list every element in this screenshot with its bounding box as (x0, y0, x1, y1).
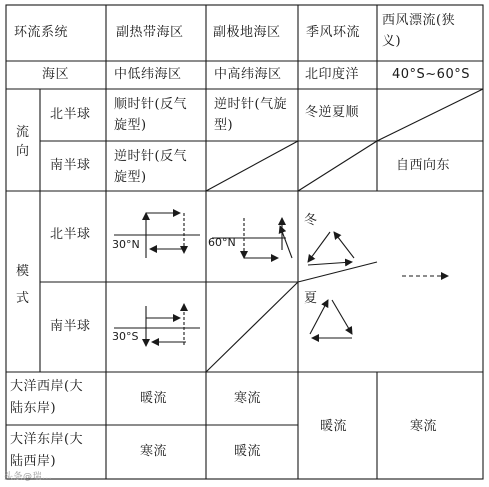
flow-south-westerly: 自西向东 (396, 158, 451, 173)
latitude-60n-label: 60°N (208, 236, 236, 249)
monsoon-winter-label: 冬 (304, 213, 318, 228)
empty-cell-diagonal (206, 282, 298, 372)
north-subtropical-gyre-diagram (114, 213, 200, 258)
flow-south-subtropical-line2: 旋型) (114, 170, 147, 185)
flow-label-line1: 流 (16, 125, 30, 140)
flow-north-subtropical-line1: 顺时针(反气 (114, 97, 188, 112)
coast-east-subtropical: 寒流 (140, 444, 168, 459)
coast-westerly: 寒流 (410, 419, 438, 434)
latitude-30s-label: 30°S (112, 330, 139, 343)
coast-east-line1: 大洋东岸(大 (10, 432, 84, 447)
empty-cell-diagonal (298, 141, 377, 191)
sea-area-subpolar: 中高纬海区 (214, 67, 282, 82)
sea-area-label: 海区 (42, 67, 70, 82)
flow-south-subtropical-line1: 逆时针(反气 (114, 149, 188, 164)
sea-area-monsoon: 北印度洋 (305, 67, 360, 82)
header-subtropical: 副热带海区 (116, 25, 184, 40)
flow-north-monsoon: 冬逆夏顺 (305, 105, 360, 120)
header-monsoon: 季风环流 (306, 25, 361, 40)
header-westerly-line2: 义) (382, 34, 402, 49)
latitude-30n-label: 30°N (112, 238, 140, 251)
flow-north-subpolar-line1: 逆时针(气旋 (214, 97, 288, 112)
pattern-south-label: 南半球 (50, 319, 91, 334)
watermark: 头条@瑞... (4, 472, 53, 482)
flow-south-label: 南半球 (50, 158, 91, 173)
coast-east-line2: 陆西岸) (10, 454, 57, 469)
sea-area-westerly: 40°S~60°S (392, 67, 470, 82)
coast-west-subpolar: 寒流 (234, 391, 262, 406)
coast-west-line1: 大洋西岸(大 (10, 379, 84, 394)
coast-west-subtropical: 暖流 (140, 391, 168, 406)
header-subpolar: 副极地海区 (213, 25, 281, 40)
empty-cell-diagonal (377, 89, 483, 141)
flow-north-subpolar-line2: 型) (214, 118, 234, 133)
empty-cell-diagonal (206, 141, 298, 191)
monsoon-winter-diagram (308, 232, 354, 265)
flow-north-subtropical-line2: 旋型) (114, 118, 147, 133)
coast-west-line2: 陆东岸) (10, 401, 57, 416)
pattern-label-line1: 模 (16, 264, 30, 279)
pattern-label-line2: 式 (16, 291, 30, 306)
header-westerly-line1: 西风漂流(狭 (382, 13, 456, 28)
flow-north-label: 北半球 (50, 107, 91, 122)
pattern-north-label: 北半球 (50, 227, 91, 242)
coast-east-subpolar: 暖流 (234, 444, 262, 459)
header-system: 环流系统 (14, 25, 69, 40)
monsoon-summer-label: 夏 (304, 291, 318, 306)
flow-label-line2: 向 (16, 144, 30, 159)
sea-area-subtropical: 中低纬海区 (114, 67, 182, 82)
coast-monsoon: 暖流 (320, 419, 348, 434)
